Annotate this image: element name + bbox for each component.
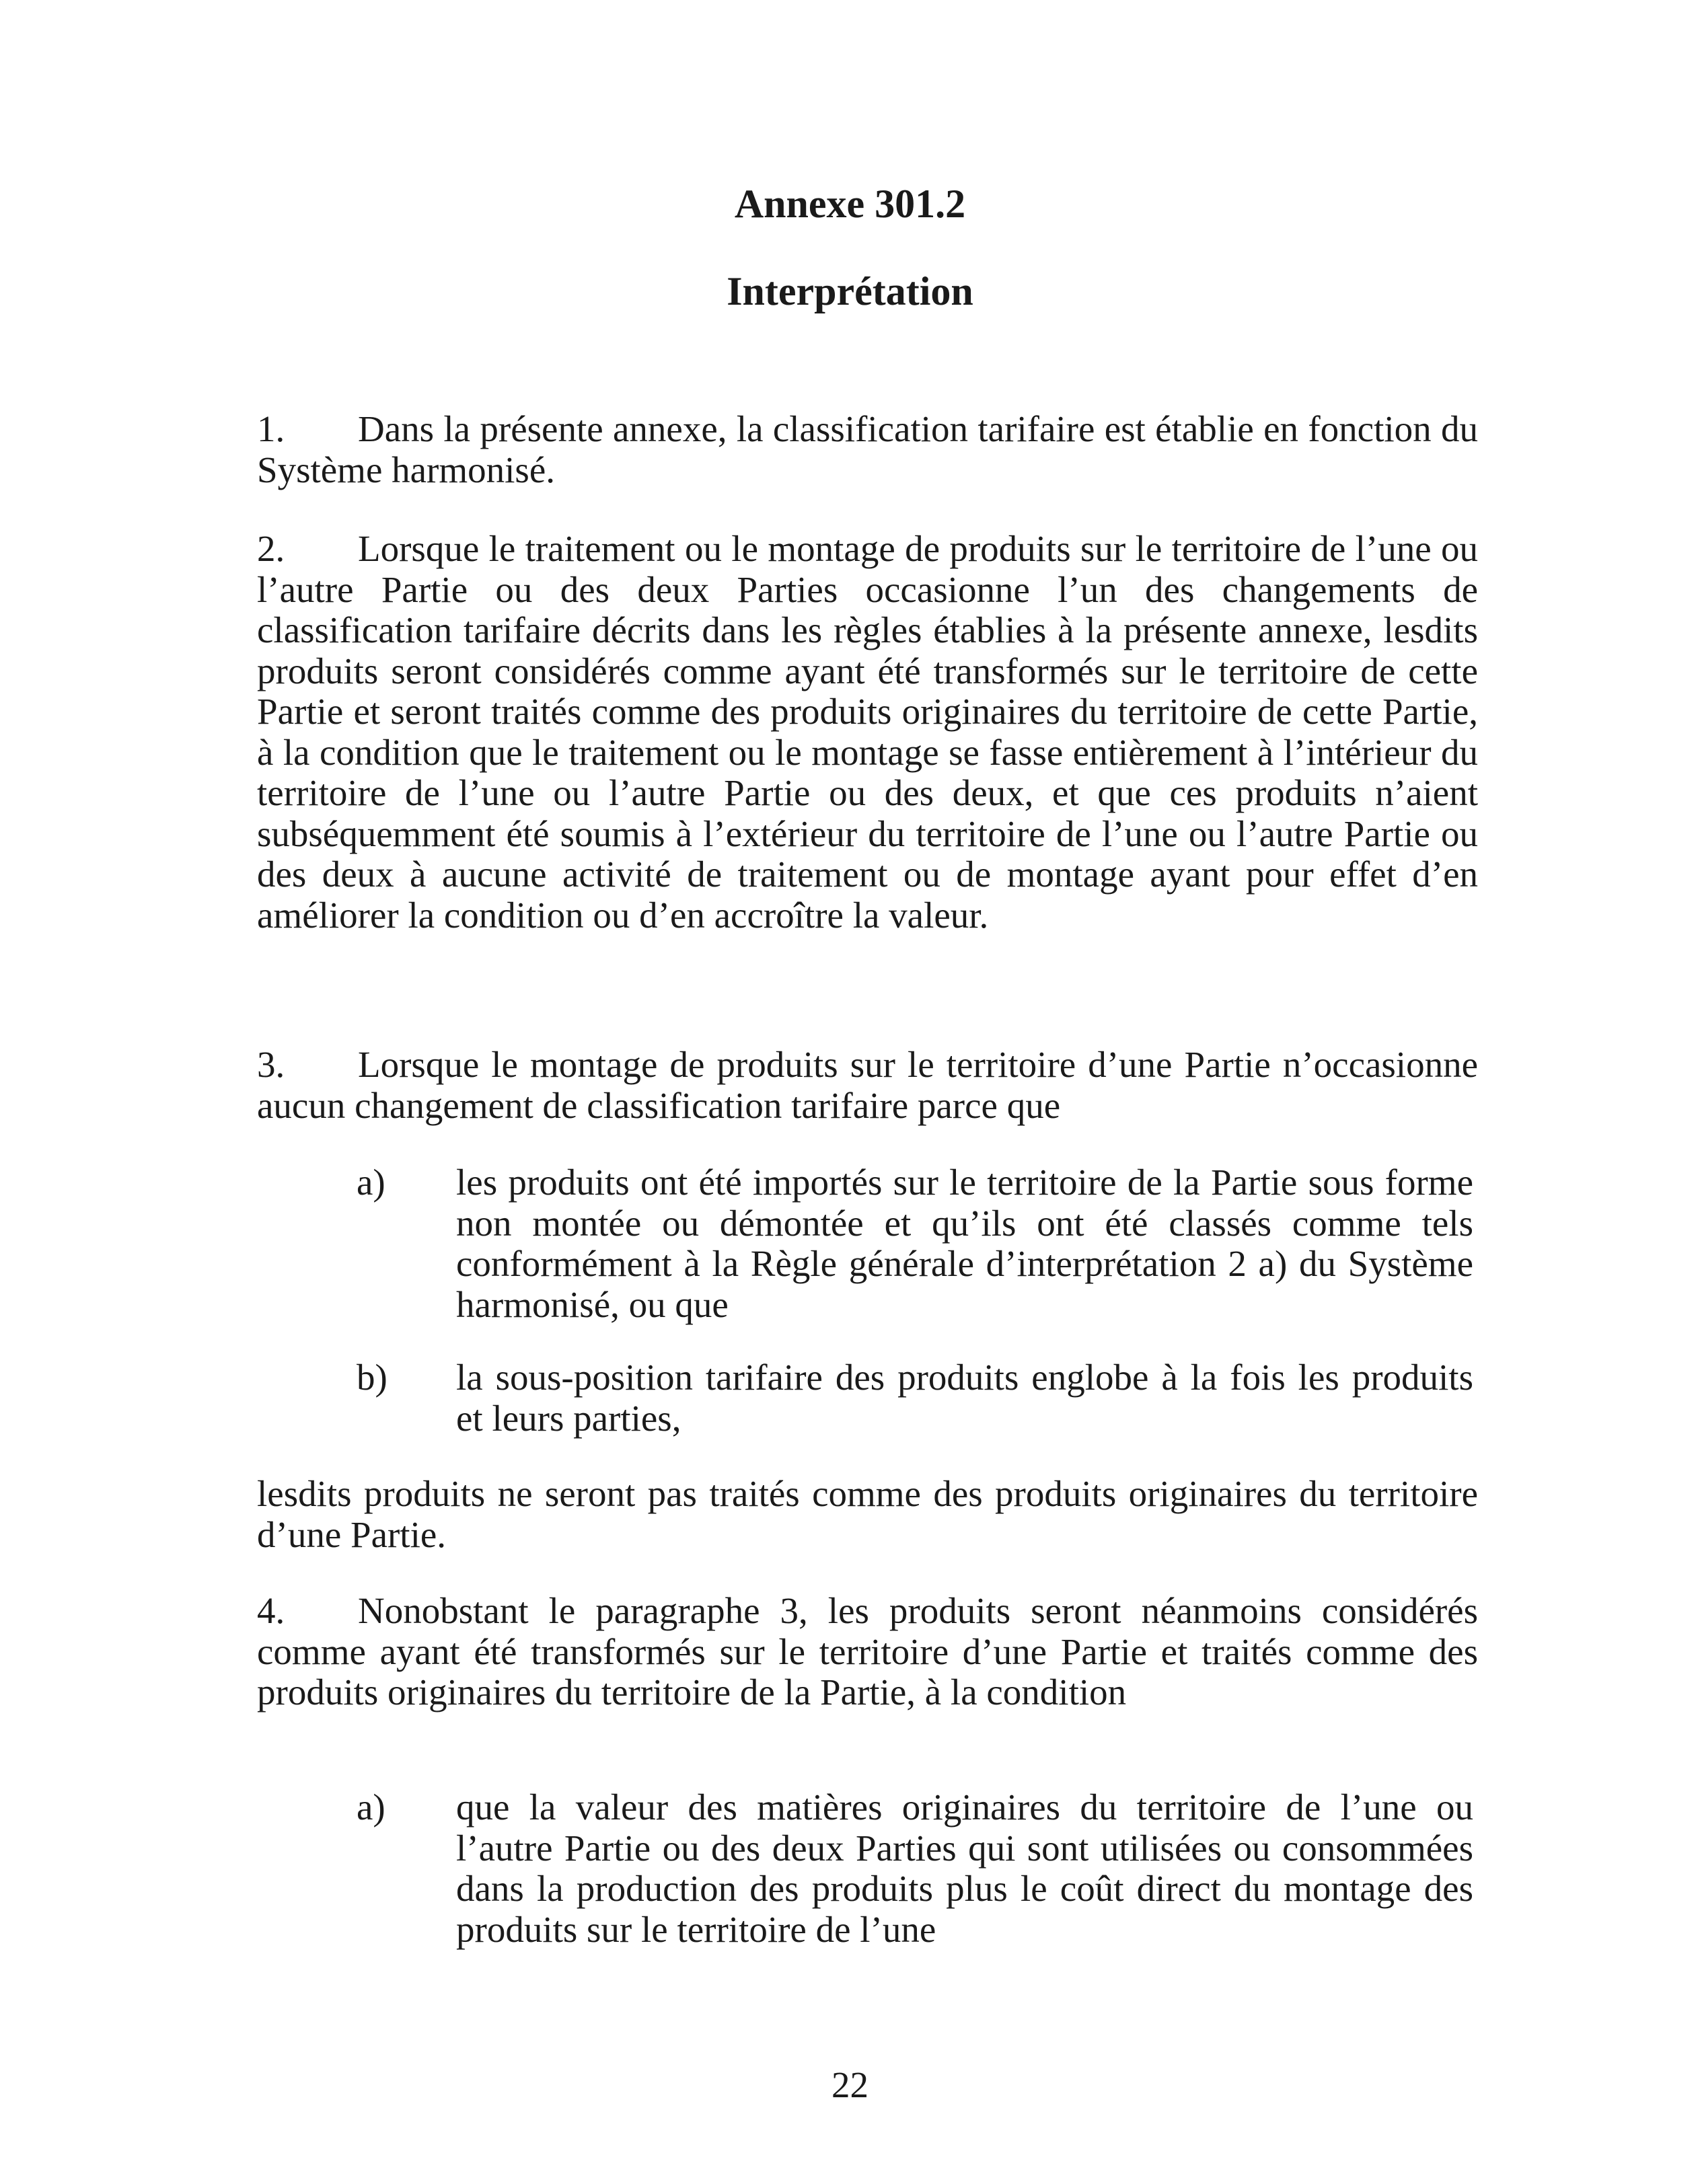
paragraph-number: 3. xyxy=(257,1044,285,1085)
paragraph-text: Lorsque le montage de produits sur le territoire d’une Partie n’occasionne aucun changement de classification tarifaire parce que xyxy=(257,1044,1478,1126)
paragraph-1 xyxy=(257,409,1478,490)
paragraph-text: Nonobstant le paragraphe 3, les produits seront néanmoins considérés comme ayant été transformés sur le territoire d’une Partie et traités comme des produits originaires du territoire de la Partie, à la condition xyxy=(257,1590,1478,1712)
item-letter: b) xyxy=(357,1357,387,1398)
paragraph-number: 4. xyxy=(257,1590,285,1631)
paragraph-text: Lorsque le traitement ou le montage de produits sur le territoire de l’une ou l’autre Partie ou des deux Parties occasionne l’un des changements de classification tarifaire décrits dans les règles établies à la présente annexe, lesdits produits seront considérés comme ayant été transformés sur le territoire de cette Partie et seront traités comme des produits originaires du territoire de cette Partie, à la condition que le traitement ou le montage se fasse entièrement à l’intérieur du territoire de l’une ou l’autre Partie ou des deux, et que ces produits n’aient subséquemment été soumis à l’extérieur du territoire de l’une ou l’autre Partie ou des deux à aucune activité de traitement ou de montage ayant pour effet d’en améliorer la condition ou d’en accroître la valeur. xyxy=(257,528,1478,936)
list-item-3b xyxy=(357,1357,1473,1439)
list-item-3a xyxy=(357,1162,1473,1325)
item-letter: a) xyxy=(357,1786,385,1828)
paragraph-3 xyxy=(257,1045,1478,1126)
paragraph-2 xyxy=(257,529,1478,936)
list-item-4a xyxy=(357,1787,1473,1950)
item-text: les produits ont été importés sur le territoire de la Partie sous forme non montée ou démontée et qu’ils ont été classés comme tels conformément à la Règle générale d’interprétation 2 a) du Système harmonisé, ou que xyxy=(456,1162,1473,1325)
paragraph-number: 2. xyxy=(257,528,285,569)
annex-subtitle: Interprétation xyxy=(727,269,973,313)
paragraph-text: Dans la présente annexe, la classification tarifaire est établie en fonction du Système harmonisé. xyxy=(257,408,1478,490)
item-text: la sous-position tarifaire des produits englobe à la fois les produits et leurs parties, xyxy=(456,1357,1473,1439)
annex-title: Annexe 301.2 xyxy=(734,182,966,226)
paragraph-3-closing: lesdits produits ne seront pas traités comme des produits originaires du territoire d’une Partie. xyxy=(257,1473,1478,1555)
item-letter: a) xyxy=(357,1162,385,1203)
item-text: que la valeur des matières originaires du territoire de l’une ou l’autre Partie ou des deux Parties qui sont utilisées ou consommées dans la production des produits plus le coût direct du montage des produits sur le territoire de l’une xyxy=(456,1786,1473,1950)
paragraph-4 xyxy=(257,1591,1478,1713)
paragraph-number: 1. xyxy=(257,408,285,449)
page-number: 22 xyxy=(831,2064,869,2105)
